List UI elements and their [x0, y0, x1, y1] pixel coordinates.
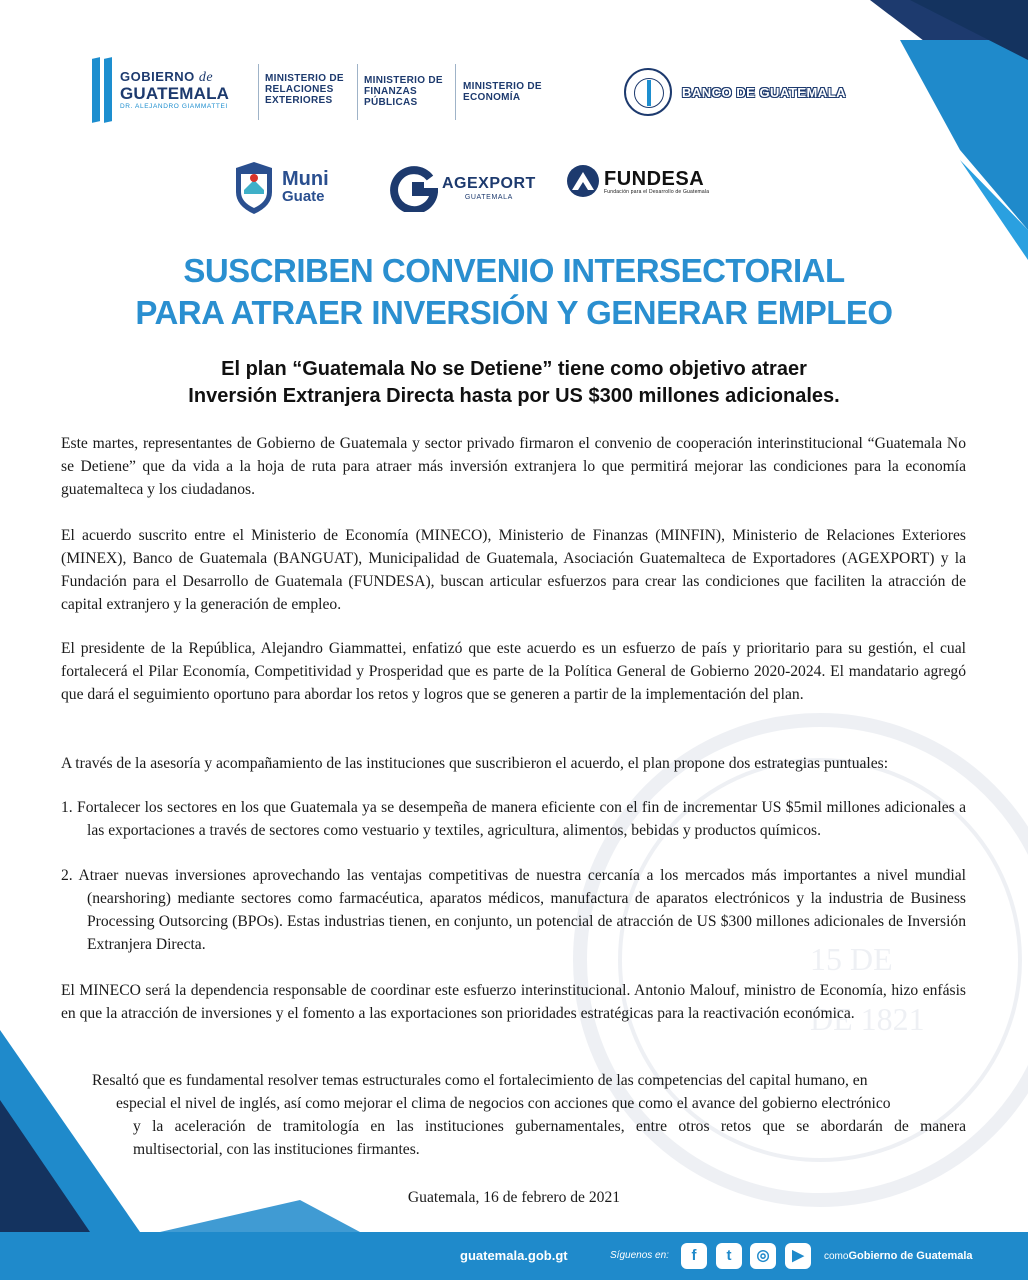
ministry-mineco-l1: MINISTERIO DE — [463, 81, 542, 92]
ministry-minex-l1: MINISTERIO DE — [265, 73, 344, 84]
ministry-minex-l2: RELACIONES — [265, 84, 334, 95]
fundesa-logo — [566, 164, 709, 198]
ministry-minfin-l1: MINISTERIO DE — [364, 75, 443, 86]
ministry-minex-l3: EXTERIORES — [265, 95, 333, 106]
muni-line2: Guate — [282, 188, 325, 205]
agexport-logo — [390, 164, 536, 212]
paragraph-1: Este martes, representantes de Gobierno de Guatemala y sector privado firmaron el convenio de cooperación interinstitucional “Guatemala No se Detiene” que da vida a la hoja de ruta para atraer más inversión extranjera lo que permitirá mejorar las condiciones para la economía guatemalteca y los ciudadanos. — [61, 435, 966, 498]
footer-follow-label: Síguenos en: — [610, 1250, 669, 1261]
gobierno-logo — [92, 58, 229, 122]
paragraph-6-line4: multisectorial, con las instituciones firmantes. — [133, 1141, 420, 1158]
subtitle-line2: Inversión Extranjera Directa hasta por US $300 millones adicionales. — [188, 385, 840, 407]
agexport-name: AGEXPORT — [442, 175, 536, 192]
fundesa-sub: Fundación para el Desarrollo de Guatemala — [604, 188, 710, 195]
gobierno-line3: DR. ALEJANDRO GIAMMATTEI — [120, 102, 228, 110]
watermark-date-2: DE 1821 — [810, 1001, 925, 1037]
banguat-name: BANCO DE GUATEMALA — [682, 84, 847, 100]
paragraph-6-line2: especial el nivel de inglés, así como mejorar el clima de negocios con acciones que como el avance del gobierno electrónico — [116, 1095, 891, 1112]
agexport-sub: GUATEMALA — [464, 194, 513, 201]
paragraph-6-line1: Resaltó que es fundamental resolver temas estructurales como el fortalecimiento de las competencias del capital humano, en — [92, 1072, 868, 1089]
paragraph-2: El acuerdo suscrito entre el Ministerio de Economía (MINECO), Ministerio de Finanzas (MINFIN), Ministerio de Relaciones Exteriores (MINEX), Banco de Guatemala (BANGUAT), Municipalidad de Guatemala, Asociación Guatemalteca de Exportadores (AGEXPORT) y la Fundación para el Desarrollo de Guatemala (FUNDESA), buscan articular esfuerzos para crear las condiciones que faciliten la atracción de capital extranjero y la generación de empleo. — [61, 527, 966, 613]
page-title — [0, 250, 1028, 334]
instagram-icon[interactable]: ◎ — [750, 1243, 776, 1269]
twitter-icon[interactable]: t — [716, 1243, 742, 1269]
agexport-g-icon — [390, 164, 438, 212]
title-line2: PARA ATRAER INVERSIÓN Y GENERAR EMPLEO — [135, 294, 893, 331]
divider — [455, 64, 456, 120]
banguat-logo — [624, 68, 846, 116]
divider — [357, 64, 358, 120]
gobierno-line1: GOBIERNO — [120, 68, 195, 84]
gobierno-line2: GUATEMALA — [120, 83, 230, 103]
gobierno-de: de — [198, 69, 214, 85]
youtube-icon[interactable]: ▶ — [785, 1243, 811, 1269]
muni-logo — [232, 162, 329, 214]
paragraph-5: El MINECO será la dependencia responsable de coordinar este esfuerzo interinstitucional. Antonio Malouf, ministro de Economía, hizo enfásis en que la atracción de inversiones y el fomento a las exportaciones son prioridades estratégicas para la reactivación económica. — [61, 982, 966, 1022]
ministry-minfin — [364, 75, 443, 108]
footer-url-link[interactable]: guatemala.gob.gt — [460, 1248, 568, 1263]
divider — [258, 64, 259, 120]
list-item-2: 2. Atraer nuevas inversiones aprovechando las ventajas competitivas de nuestra cercanía a los mercados más importantes a nivel mundial (nearshoring) mediante sectores como farmacéutica, aparatos médicos, manufactura de aparatos electrónicos y la industria de Business Processing Outsorcing (BPOs). Estas industrias tienen, en conjunto, un potencial de atracción de US $300 millones adicionales de Inversión Extranjera Directa. — [61, 867, 966, 953]
ministry-minfin-l2: FINANZAS — [364, 86, 417, 97]
footer-handle — [824, 1250, 973, 1262]
ministry-mineco — [463, 81, 542, 103]
watermark-date-1: 15 DE — [810, 941, 893, 977]
banguat-seal-icon — [624, 68, 672, 116]
fundesa-mark-icon — [566, 164, 600, 198]
paragraph-6 — [61, 1069, 966, 1161]
footer-handle-prefix: como — [824, 1251, 849, 1262]
paragraph-4: A través de la asesoría y acompañamiento de las instituciones que suscribieron el acuerdo, el plan propone dos estrategias puntuales: — [61, 755, 889, 772]
gobierno-bars-icon — [92, 58, 112, 122]
title-line1: SUSCRIBEN CONVENIO INTERSECTORIAL — [183, 252, 845, 289]
facebook-icon[interactable]: f — [681, 1243, 707, 1269]
ministry-minfin-l3: PÚBLICAS — [364, 97, 418, 108]
date-line: Guatemala, 16 de febrero de 2021 — [407, 1189, 621, 1206]
subtitle-line1: El plan “Guatemala No se Detiene” tiene como objetivo atraer — [221, 358, 807, 380]
ministry-mineco-l2: ECONOMÍA — [463, 92, 521, 103]
footer-handle-name: Gobierno de Guatemala — [848, 1250, 973, 1262]
paragraph-3: El presidente de la República, Alejandro Giammattei, enfatizó que este acuerdo es un esfuerzo de país y prioritario para su gestión, el cual fortalecerá el Pilar Economía, Competitividad y Prosperidad que es parte de la Política General de Gobierno 2020-2024. El mandatario agregó que dará el seguimiento oportuno para abordar los retos y logros que se generen a partir de la implementación del plan. — [61, 640, 966, 703]
muni-line1: Muni — [282, 168, 329, 190]
page-subtitle — [0, 356, 1028, 410]
fundesa-name: FUNDESA — [604, 167, 705, 190]
ministry-minex — [265, 73, 344, 106]
list-item-1: 1. Fortalecer los sectores en los que Guatemala ya se desempeña de manera eficiente con el fin de incrementar US $5mil millones adicionales a las exportaciones a través de sectores como vestuario y textiles, agricultura, alimentos, bebidas y productos químicos. — [61, 799, 966, 839]
paragraph-6-line3: y la aceleración de tramitología en las instituciones gubernamentales, entre otros retos que se abordarán de manera — [133, 1118, 966, 1135]
muni-shield-icon — [232, 162, 276, 214]
